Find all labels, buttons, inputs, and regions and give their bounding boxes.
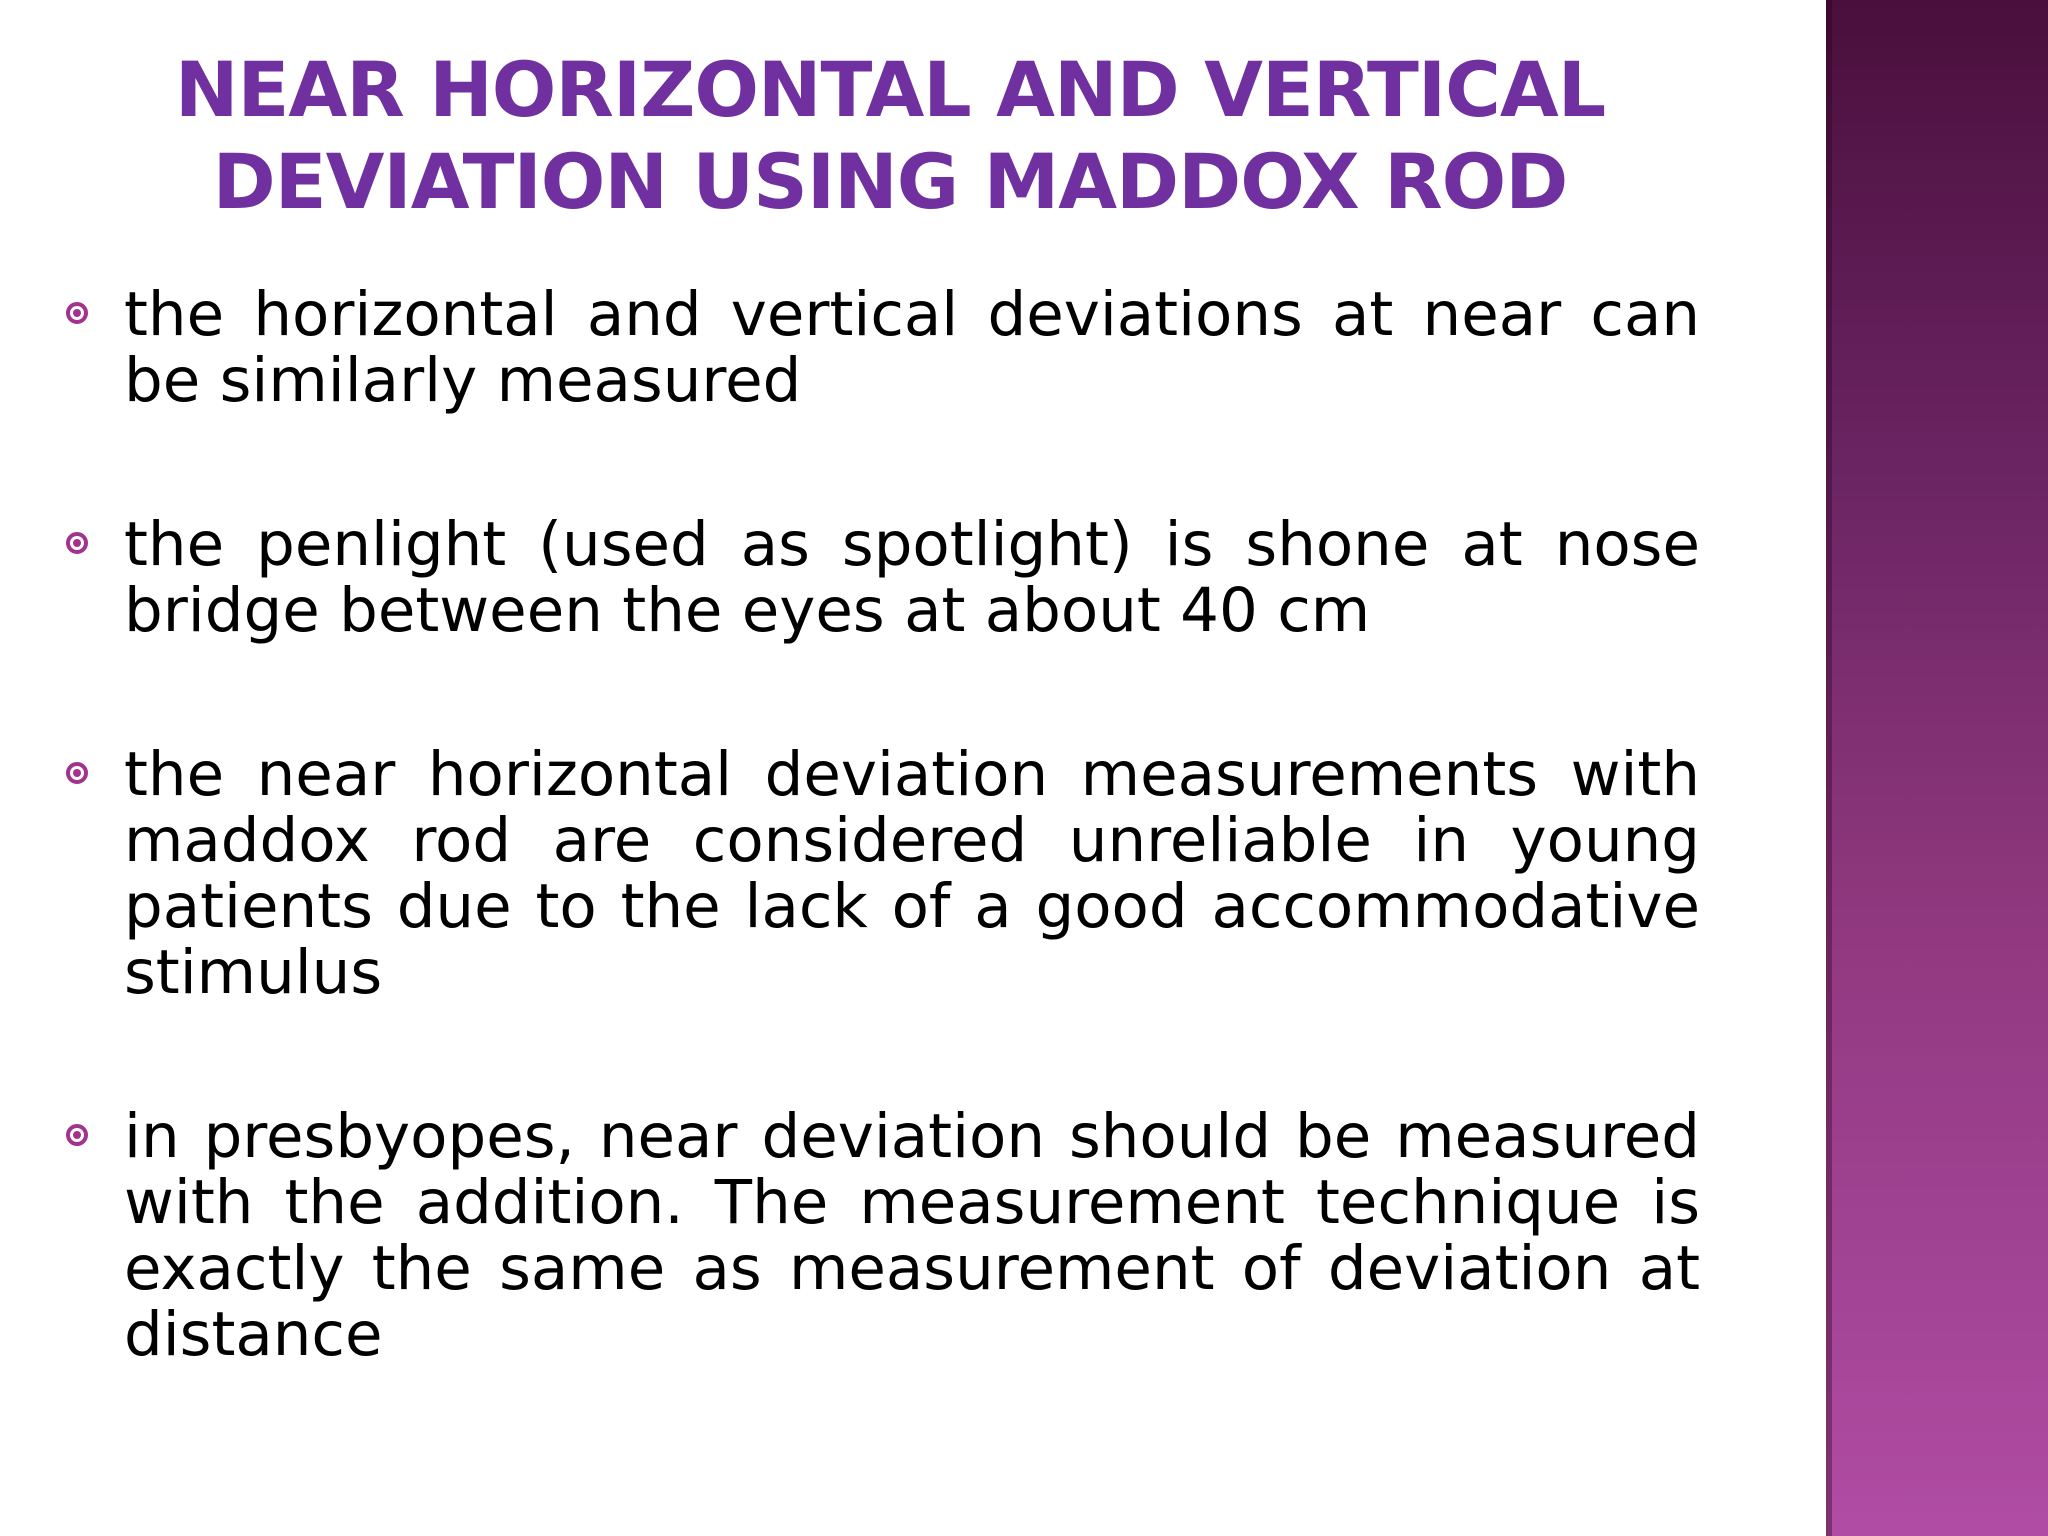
list-item — [60, 739, 1700, 1008]
list-item — [60, 1101, 1700, 1370]
circle-dot-bullet-icon — [66, 762, 88, 784]
slide-title: NEAR HORIZONTAL AND VERTICAL DEVIATION USING MADDOX ROD — [174, 45, 1606, 226]
circle-dot-bullet-icon — [66, 532, 88, 554]
list-item — [60, 509, 1700, 646]
decorative-side-band — [1826, 0, 2048, 1536]
bullet-text: the horizontal and vertical deviations at near can be similarly measured — [124, 279, 1700, 416]
bullet-text: the near horizontal deviation measurements with maddox rod are considered unreliable in young patients due to the lack of a good accommodative stimulus — [124, 739, 1700, 1008]
list-item — [60, 279, 1700, 416]
bullet-text: in presbyopes, near deviation should be measured with the addition. The measurement technique is exactly the same as measurement of deviation at distance — [124, 1101, 1700, 1370]
circle-dot-bullet-icon — [66, 302, 88, 324]
bullet-text: the penlight (used as spotlight) is shone at nose bridge between the eyes at about 40 cm — [124, 509, 1700, 646]
circle-dot-bullet-icon — [66, 1124, 88, 1146]
